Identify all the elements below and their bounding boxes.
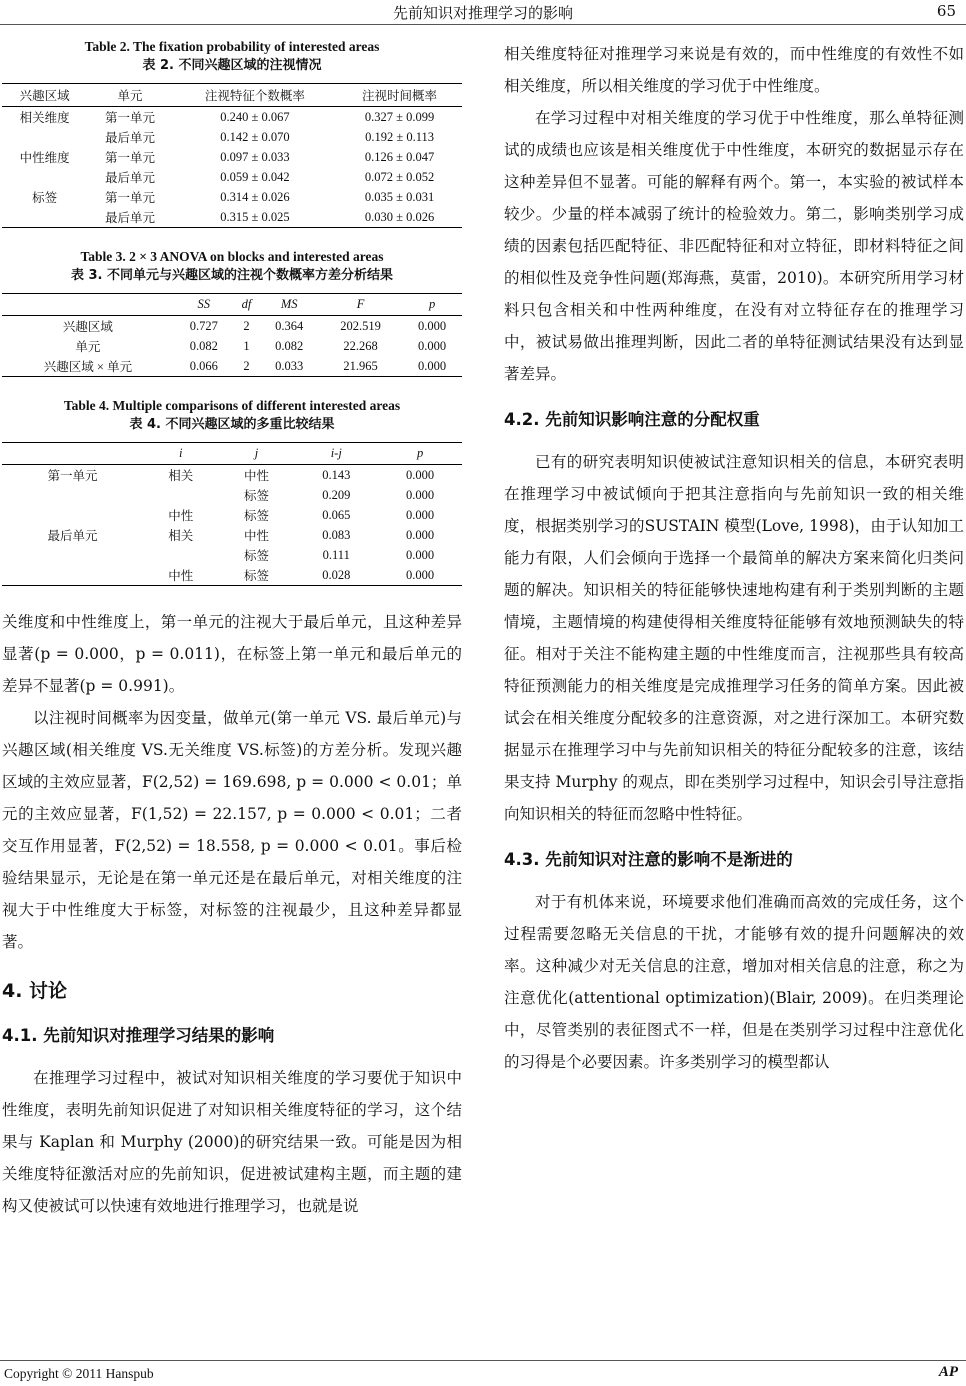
table-cell: 兴趣区域: [62, 320, 113, 334]
table-row: [2, 187, 462, 207]
table-cell: 0.083: [322, 527, 351, 542]
table-cell: 0.000: [406, 507, 435, 522]
table-row: [2, 316, 462, 337]
table-cell: 0.072 ± 0.052: [364, 169, 435, 184]
header-rule: [0, 24, 966, 25]
table-cell: 中性: [243, 469, 269, 483]
table-header-cell: i: [143, 443, 219, 465]
table-cell: 第一单元: [105, 111, 156, 125]
table-cell: 0.142 ± 0.070: [220, 129, 290, 144]
table-cell: 0.066: [174, 356, 234, 377]
table-4-caption-en: Table 4. Multiple comparisons of different interested areas: [63, 398, 401, 413]
table-cell: [143, 545, 219, 565]
table-header-cell: 注视特征个数概率: [173, 84, 337, 107]
table-cell: 中性: [143, 565, 219, 586]
table-cell: 标签: [32, 191, 58, 205]
table-cell: 标签: [243, 509, 269, 523]
body-paragraph: 以注视时间概率为因变量，做单元(第一单元 VS. 最后单元)与兴趣区域(相关维度 VS.无关维度 VS.标签)的方差分析。发现兴趣区域的主效应显著，F(2,52) = 169.698, p = 0.000 < 0.01；单元的主效应显著，F(1,52) = 22.157, p = 0.000 < 0.01；二者交互作用显著，F(2,52) = 18.558, p = 0.000 < 0.01。事后检验结果显示，无论是在第一单元还是在最后单元，对相关维度的注视大于中性维度大于标签，对标签的注视最少，且这种差异都显著。: [2, 709, 462, 951]
table-cell: 0.065: [322, 507, 351, 522]
table-cell: [2, 207, 87, 228]
table-cell: 0.209: [322, 487, 351, 502]
running-title: 先前知识对推理学习的影响: [392, 4, 573, 22]
table-row: [2, 505, 462, 525]
table-row: [2, 147, 462, 167]
table-row: [2, 356, 462, 377]
table-header-cell: [2, 443, 143, 465]
body-paragraph: 在推理学习过程中，被试对知识相关维度的学习要优于知识中性维度，表明先前知识促进了对知识相关维度特征的学习，这个结果与 Kaplan 和 Murphy (2000)的研究结果一致。可能是因为相关维度特征激活对应的先前知识，促进被试建构主题，而主题的建构又使被试可以快速有效地进行推理学习，也就是说: [2, 1069, 462, 1215]
body-paragraph: 关维度和中性维度上，第一单元的注视大于最后单元，且这种差异显著(p = 0.000，p = 0.011)，在标签上第一单元和最后单元的差异不显著(p = 0.991)。: [2, 613, 462, 695]
table-cell: 第一单元: [105, 151, 156, 165]
table-2-grid: [2, 83, 462, 228]
body-paragraph: 在学习过程中对相关维度的学习优于中性维度，那么单特征测试的成绩也应该是相关维度优于中性维度，本研究的数据显示存在这种差异但不显著。可能的解释有两个。第一，本实验的被试样本较少。少量的样本减弱了统计的检验效力。第二，影响类别学习成绩的因素包括匹配特征、非匹配特征和对立特征，即材料特征之间的相似性及竞争性问题(郑海燕，莫雷，2010)。本研究所用学习材料只包含相关和中性两种维度，在没有对立特征存在的推理学习中，被试易做出推理判断，因此二者的单特征测试结果没有达到显著差异。: [504, 109, 964, 383]
table-header-cell: j: [219, 443, 295, 465]
table-cell: 0.000: [406, 527, 435, 542]
subsection-heading: 4.3. 先前知识对注意的影响不是渐进的: [504, 850, 793, 869]
table-cell: 0.314 ± 0.026: [220, 189, 290, 204]
table-cell: 标签: [243, 489, 269, 503]
table-row: [2, 465, 462, 486]
table-3: [2, 248, 462, 377]
table-header-cell: p: [378, 443, 462, 465]
table-cell: 兴趣区域 × 单元: [2, 356, 174, 377]
subsection-heading: 4.1. 先前知识对推理学习结果的影响: [2, 1026, 275, 1045]
table-cell: 0.082: [275, 338, 304, 353]
table-3-caption-en: Table 3. 2 × 3 ANOVA on blocks and interested areas: [80, 249, 384, 264]
table-cell: 0.000: [406, 487, 435, 502]
table-cell: [143, 485, 219, 505]
table-cell: 0.033: [259, 356, 319, 377]
table-cell: 中性维度: [19, 151, 70, 165]
page-footer: [0, 1360, 966, 1386]
table-cell: [2, 167, 87, 187]
table-cell: 21.965: [319, 356, 402, 377]
left-column: [2, 38, 462, 1222]
table-4: [2, 397, 462, 586]
subsection-heading: 4.2. 先前知识影响注意的分配权重: [504, 410, 760, 429]
table-row: [2, 525, 462, 545]
table-cell: 0.035 ± 0.031: [364, 189, 435, 204]
table-cell: 0.143: [322, 467, 351, 482]
table-cell: [2, 485, 143, 505]
table-cell: 0.000: [402, 356, 462, 377]
table-row: [2, 207, 462, 228]
table-cell: 0.192 ± 0.113: [365, 129, 434, 144]
table-cell: 0.000: [406, 547, 435, 562]
table-cell: 2: [243, 318, 250, 333]
table-header-cell: F: [319, 294, 402, 316]
table-header-cell: 注视时间概率: [337, 84, 462, 107]
table-cell: 0.126 ± 0.047: [364, 149, 435, 164]
table-cell: 最后单元: [105, 131, 156, 145]
table-cell: 0.364: [275, 318, 304, 333]
table-row: [2, 167, 462, 187]
table-4-caption-zh: 表 4. 不同兴趣区域的多重比较结果: [129, 417, 335, 432]
copyright-notice: Copyright © 2011 Hanspub: [4, 1366, 154, 1381]
body-paragraph: 对于有机体来说，环境要求他们准确而高效的完成任务，这个过程需要忽略无关信息的干扰，才能够有效的提升问题解决的效率。这种减少对无关信息的注意，增加对相关信息的注意，称之为注意优化(attentional optimization)(Blair, 2009)。在归类理论中，尽管类别的表征图式不一样，但是在类别学习过程中注意优化的习得是个必要因素。许多类别学习的模型都认: [504, 893, 964, 1071]
table-header-cell: p: [402, 294, 462, 316]
table-cell: 2: [234, 356, 260, 377]
table-cell: 0.315 ± 0.025: [173, 207, 337, 228]
table-cell: 相关: [168, 469, 194, 483]
table-header-cell: [2, 294, 174, 316]
table-cell: 单元: [75, 340, 101, 354]
table-cell: [2, 505, 143, 525]
table-header-cell: df: [234, 294, 260, 316]
table-cell: 22.268: [343, 338, 378, 353]
table-cell: 0.111: [322, 547, 350, 562]
table-header-cell: 兴趣区域: [2, 84, 87, 107]
body-paragraph: 已有的研究表明知识使被试注意知识相关的信息，本研究表明在推理学习中被试倾向于把其注意指向与先前知识一致的相关维度，根据类别学习的SUSTAIN 模型(Love, 1998)，由于认知加工能力有限，人们会倾向于选择一个最简单的解决方案来简化归类问题的解决。知识相关的特征能够快速地构建有利于类别判断的主题情境，主题情境的构建使得相关维度特征能够有效地预测缺失的特征。相对于关注不能构建主题的中性维度而言，注视那些具有较高特征预测能力的相关维度是完成推理学习任务的简单方案。因此被试会在相关维度分配较多的注意资源，对之进行深加工。本研究数据显示在推理学习中与先前知识相关的特征分配较多的注意，该结果支持 Murphy 的观点，即在类别学习过程中，知识会引导注意指向知识相关的特征而忽略中性特征。: [504, 453, 964, 823]
table-2-caption-en: Table 2. The fixation probability of interested areas: [84, 39, 380, 54]
table-cell: 0.727: [189, 318, 218, 333]
table-row: [2, 127, 462, 147]
table-header-cell: 单元: [87, 84, 172, 107]
table-cell: 0.082: [189, 338, 218, 353]
table-cell: 1: [243, 338, 250, 353]
table-cell: 0.000: [418, 318, 447, 333]
body-paragraph: 相关维度特征对推理学习来说是有效的，而中性维度的有效性不如相关维度，所以相关维度的学习优于中性维度。: [504, 45, 964, 95]
table-cell: 最后单元: [87, 207, 172, 228]
page-number: 65: [936, 2, 956, 20]
page-header: [0, 0, 966, 26]
table-cell: 0.240 ± 0.067: [220, 109, 290, 124]
table-3-grid: [2, 293, 462, 377]
table-2: [2, 38, 462, 228]
table-cell: 0.030 ± 0.026: [337, 207, 462, 228]
table-cell: 0.028: [294, 565, 378, 586]
table-cell: 0.000: [378, 565, 462, 586]
table-cell: 相关维度: [19, 111, 70, 125]
table-cell: 0.000: [406, 467, 435, 482]
table-4-grid: [2, 442, 462, 586]
table-cell: [2, 565, 143, 586]
table-row: [2, 545, 462, 565]
table-cell: 202.519: [340, 318, 381, 333]
table-cell: 0.327 ± 0.099: [364, 109, 435, 124]
table-cell: 标签: [219, 565, 295, 586]
table-cell: [2, 545, 143, 565]
table-row: [2, 485, 462, 505]
table-header-cell: MS: [259, 294, 319, 316]
table-3-caption-zh: 表 3. 不同单元与兴趣区域的注视个数概率方差分析结果: [70, 268, 394, 283]
table-2-caption-zh: 表 2. 不同兴趣区域的注视情况: [142, 58, 322, 73]
table-cell: 第一单元: [105, 191, 156, 205]
table-cell: 第一单元: [47, 469, 98, 483]
table-header-cell: SS: [174, 294, 234, 316]
table-row: [2, 107, 462, 128]
section-heading: 4. 讨论: [2, 980, 68, 1002]
table-row: [2, 336, 462, 356]
table-cell: 中性: [168, 509, 194, 523]
table-cell: [2, 127, 87, 147]
table-cell: 标签: [243, 549, 269, 563]
table-cell: 最后单元: [105, 171, 156, 185]
table-cell: 中性: [243, 529, 269, 543]
table-cell: 0.059 ± 0.042: [220, 169, 290, 184]
table-cell: 最后单元: [47, 529, 98, 543]
table-cell: 0.097 ± 0.033: [220, 149, 290, 164]
footer-rule: [0, 1360, 966, 1361]
right-column: [504, 38, 964, 1078]
table-cell: 0.000: [418, 338, 447, 353]
journal-abbrev: AP: [938, 1364, 958, 1380]
table-header-cell: i-j: [294, 443, 378, 465]
table-cell: 相关: [168, 529, 194, 543]
table-row: [2, 565, 462, 586]
